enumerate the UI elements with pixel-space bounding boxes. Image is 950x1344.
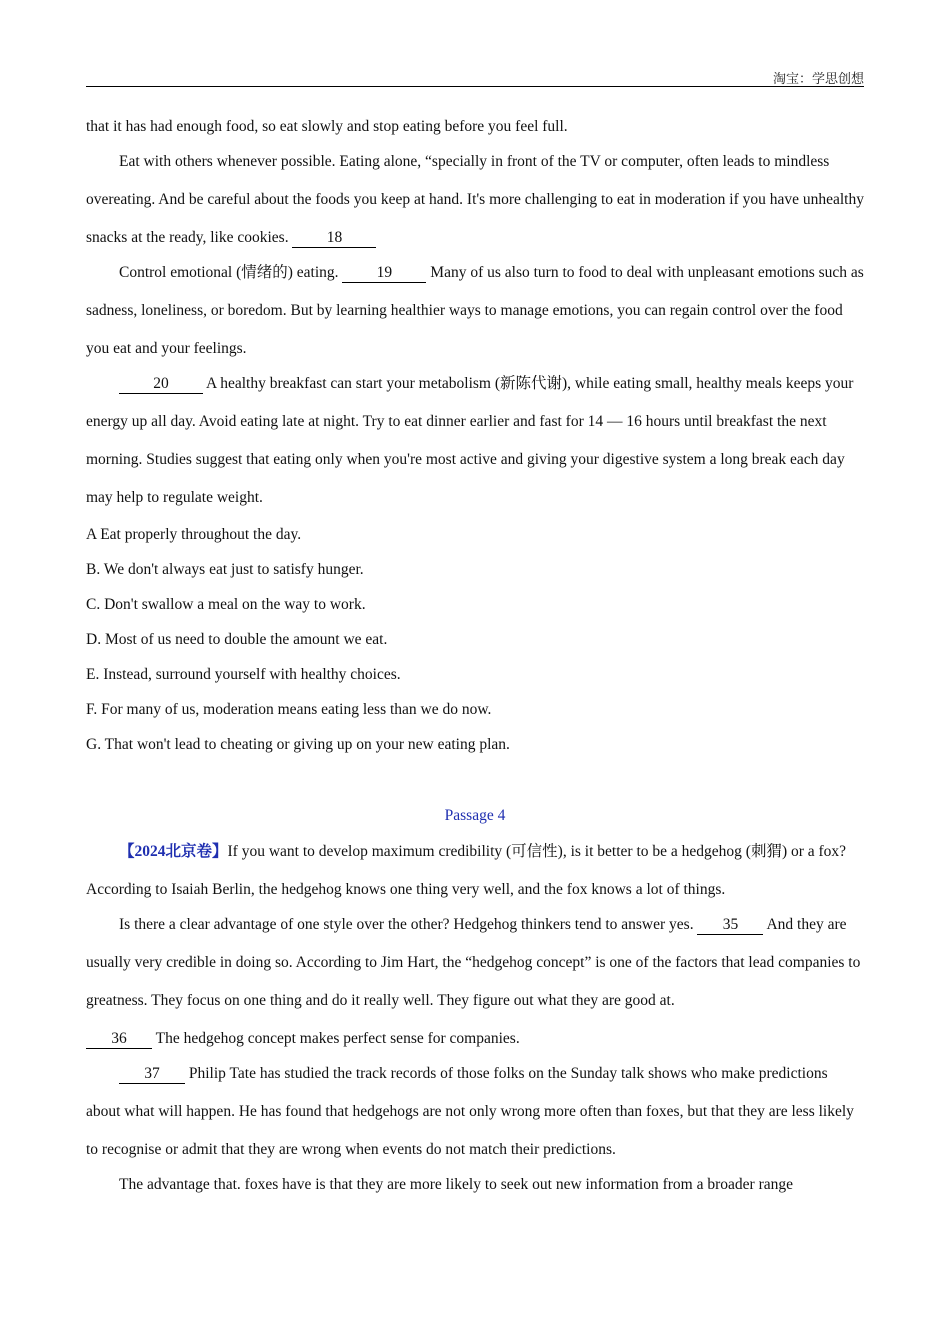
paragraph-text: Is there a clear advantage of one style over the other? Hedgehog thinkers tend to answer yes.	[119, 916, 694, 933]
options-list	[86, 517, 864, 762]
option-c: C. Don't swallow a meal on the way to work.	[86, 596, 366, 613]
option-b: B. We don't always eat just to satisfy hunger.	[86, 561, 364, 578]
blank-36: 36	[86, 1030, 152, 1049]
document-body	[86, 108, 864, 1204]
paragraph-emotional-eating	[86, 254, 864, 368]
option-g: G. That won't lead to cheating or giving up on your new eating plan.	[86, 736, 510, 753]
option-d: D. Most of us need to double the amount we eat.	[86, 631, 388, 648]
blank-20: 20	[119, 375, 203, 394]
paragraph-advantage	[86, 906, 864, 1058]
page-header	[86, 66, 864, 87]
option-e: E. Instead, surround yourself with healthy choices.	[86, 666, 401, 683]
paragraph-philip-tate	[86, 1055, 864, 1169]
paragraph-text: Philip Tate has studied the track records of those folks on the Sunday talk shows who make predictions about what will happen. He has found that hedgehogs are not only wrong more often than foxes, but that they are less likely to recognise or admit that they are wrong when events do not match their predictions.	[86, 1065, 854, 1158]
passage-title: Passage 4	[444, 807, 506, 824]
paragraph-text: If you want to develop maximum credibility (可信性), is it better to be a hedgehog (刺猬) or a fox? According to Isaiah Berlin, the hedgehog knows one thing very well, and the fox knows a lot of things.	[86, 843, 847, 898]
option-f: F. For many of us, moderation means eating less than we do now.	[86, 701, 492, 718]
blank-19: 19	[342, 264, 426, 283]
paragraph-hedgehog-intro	[86, 833, 864, 909]
source-tag: 【2024北京卷】	[119, 843, 228, 860]
option-a: A Eat properly throughout the day.	[86, 526, 302, 543]
paragraph-continuation: that it has had enough food, so eat slowly and stop eating before you feel full.	[86, 118, 568, 135]
paragraph-eat-with-others	[86, 143, 864, 257]
paragraph-text: A healthy breakfast can start your metabolism (新陈代谢), while eating small, healthy meals keeps your energy up all day. Avoid eating late at night. Try to eat dinner earlier and fast for 14 — 16 hours until breakfast the next morning. Studies suggest that eating only when you're most active and giving your digestive system a long break each day may help to regulate weight.	[86, 375, 854, 506]
paragraph-text: And they are usually very credible in doing so. According to Jim Hart, the “hedgehog concept” is one of the factors that lead companies to greatness. They focus on one thing and do it really well. They figure out what they are good at.	[86, 916, 861, 1009]
blank-37: 37	[119, 1065, 185, 1084]
paragraph-text: Many of us also turn to food to deal with unpleasant emotions such as sadness, loneliness, or boredom. But by learning healthier ways to manage emotions, you can regain control over the food you eat and your feelings.	[86, 264, 864, 357]
paragraph-fox-advantage: The advantage that. foxes have is that they are more likely to seek out new information from a broader range	[119, 1176, 794, 1193]
header-text: 淘宝：学思创想	[772, 71, 864, 86]
blank-18: 18	[292, 229, 376, 248]
paragraph-breakfast	[86, 365, 864, 517]
paragraph-text: Control emotional (情绪的) eating.	[119, 264, 339, 281]
paragraph-text: The hedgehog concept makes perfect sense for companies.	[155, 1030, 520, 1047]
blank-35: 35	[697, 916, 763, 935]
paragraph-text: Eat with others whenever possible. Eating alone, “specially in front of the TV or computer, often leads to mindless overeating. And be careful about the foods you keep at hand. It's more challenging to eat in moderation if you have unhealthy snacks at the ready, like cookies.	[86, 153, 864, 246]
